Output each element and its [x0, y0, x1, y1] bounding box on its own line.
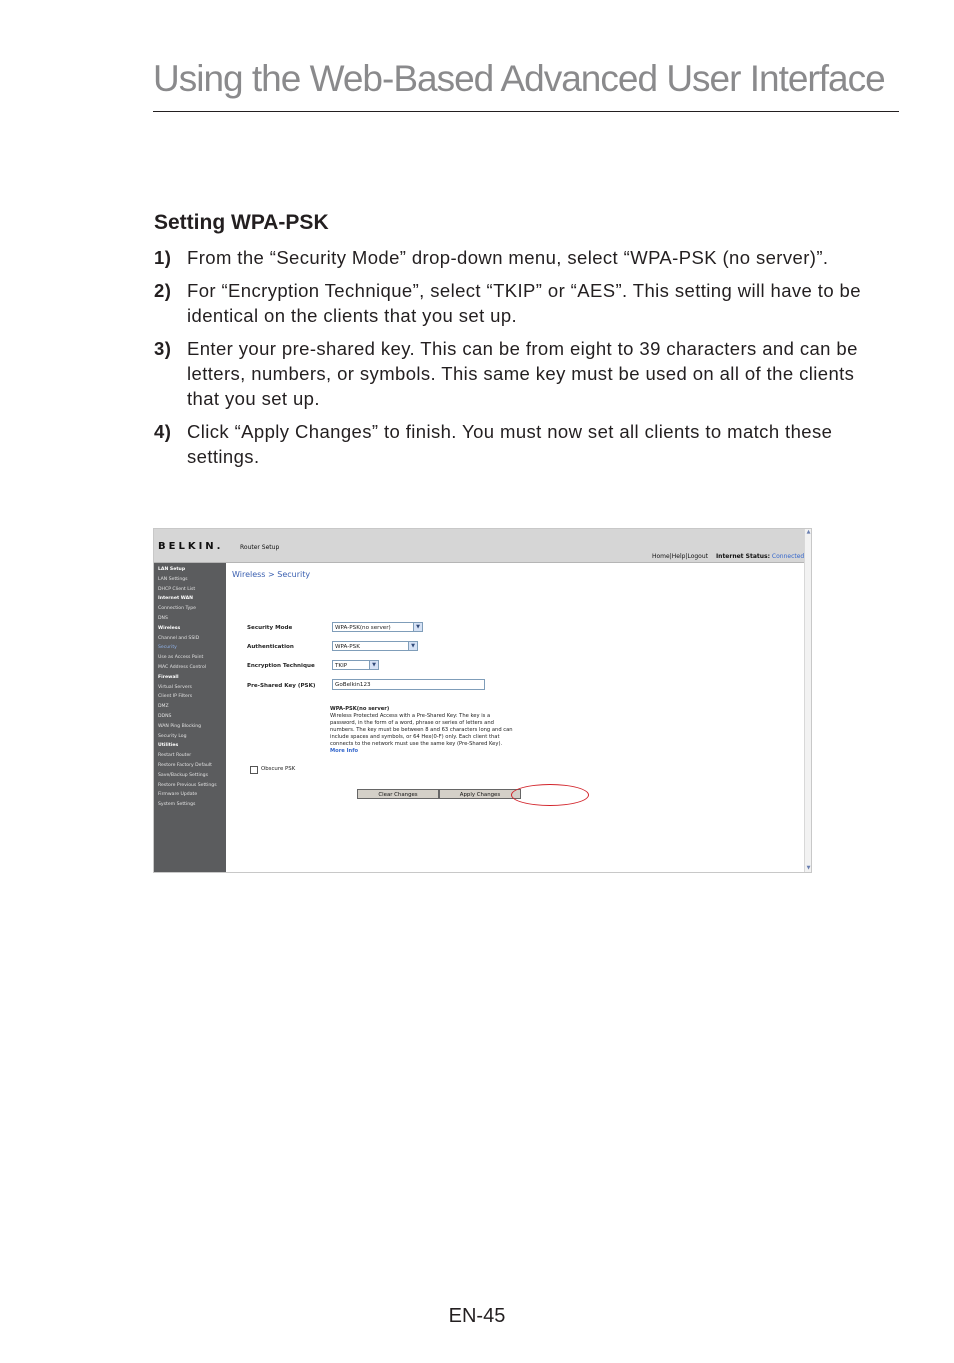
- sidebar-item-wireless: Wireless: [158, 625, 181, 631]
- step-text: Enter your pre-shared key. This can be from eight to 39 characters and can be letters, numbers, or symbols. This same key must be used on all of the clients that you set up.: [187, 338, 858, 409]
- sidebar-item-mac-address-control[interactable]: MAC Address Control: [158, 664, 207, 670]
- home-link[interactable]: Home: [652, 553, 670, 560]
- step-number: 1): [154, 247, 172, 268]
- step-text: From the “Security Mode” drop-down menu, select “WPA-PSK (no server)”.: [187, 247, 829, 268]
- sidebar-nav: [154, 563, 226, 873]
- chevron-down-icon: ▼: [413, 623, 422, 631]
- step-number: 3): [154, 338, 172, 359]
- link-separator: |: [685, 553, 688, 560]
- encryption-technique-label: Encryption Technique: [247, 663, 315, 669]
- obscure-psk-label: Obscure PSK: [261, 766, 296, 772]
- wpa-psk-info: [330, 706, 550, 755]
- title-rule: [153, 111, 899, 112]
- sidebar-item-channel-ssid[interactable]: Channel and SSID: [158, 635, 200, 641]
- apply-changes-button[interactable]: Apply Changes: [439, 789, 521, 799]
- logout-link[interactable]: Logout: [687, 553, 709, 560]
- sidebar-item-dns[interactable]: DNS: [158, 615, 168, 621]
- security-mode-select[interactable]: [332, 622, 423, 632]
- sidebar-item-internet-wan: Internet WAN: [158, 596, 193, 602]
- sidebar-item-utilities: Utilities: [158, 743, 179, 749]
- info-line: connects to the network must use the same key (Pre-Shared Key).: [330, 741, 503, 747]
- authentication-value: WPA-PSK: [335, 644, 360, 650]
- info-line: Wireless Protected Access with a Pre-Shared Key: The key is a: [330, 713, 491, 719]
- step-4: [154, 419, 874, 469]
- sidebar-item-virtual-servers[interactable]: Virtual Servers: [158, 684, 192, 690]
- sidebar-item-connection-type[interactable]: Connection Type: [158, 606, 197, 612]
- sidebar-item-dhcp-client-list[interactable]: DHCP Client List: [158, 586, 196, 592]
- encryption-technique-value: TKIP: [335, 663, 348, 669]
- vertical-scrollbar[interactable]: [804, 529, 812, 872]
- page-number: EN-45: [448, 1305, 506, 1327]
- router-content: [226, 563, 804, 873]
- step-3: [154, 336, 874, 411]
- step-text: For “Encryption Technique”, select “TKIP” or “AES”. This setting will have to be identical on the clients that you set up.: [187, 280, 861, 326]
- sidebar-item-client-ip-filters[interactable]: Client IP Filters: [158, 694, 193, 700]
- psk-input[interactable]: GoBelkin123: [332, 679, 485, 690]
- info-line: password, in the form of a word, phrase or series of letters and: [330, 720, 494, 726]
- info-line: numbers. The key must be between 8 and 63 characters long and can: [330, 727, 513, 733]
- step-number: 4): [154, 421, 172, 442]
- sidebar-item-restore-previous-settings[interactable]: Restore Previous Settings: [158, 782, 217, 788]
- link-separator: |: [669, 553, 672, 560]
- authentication-select[interactable]: [332, 641, 418, 651]
- info-title: WPA-PSK(no server): [330, 706, 390, 712]
- sidebar-item-restart-router[interactable]: Restart Router: [158, 753, 192, 759]
- sidebar-item-firmware-update[interactable]: Firmware Update: [158, 792, 198, 798]
- sidebar-item-lan-setup: LAN Setup: [158, 567, 186, 572]
- sidebar-item-save-backup-settings[interactable]: Save/Backup Settings: [158, 772, 208, 778]
- sidebar-item-lan-settings[interactable]: LAN Settings: [158, 576, 188, 582]
- belkin-logo: BELKIN.: [158, 541, 224, 552]
- step-2: [154, 278, 874, 328]
- step-number: 2): [154, 280, 172, 301]
- internet-status-label: Internet Status:: [715, 553, 770, 560]
- internet-status-value: Connected: [771, 553, 805, 560]
- arrow-up-icon[interactable]: ▲: [806, 529, 811, 535]
- help-link[interactable]: Help: [671, 553, 686, 560]
- sidebar-item-restore-factory-default[interactable]: Restore Factory Default: [158, 762, 212, 768]
- sidebar-item-wan-ping-blocking[interactable]: WAN Ping Blocking: [158, 723, 202, 729]
- security-mode-value: WPA-PSK(no server): [335, 625, 391, 631]
- psk-label: Pre-Shared Key (PSK): [247, 683, 316, 689]
- router-setup-title: Router Setup: [240, 544, 280, 551]
- step-1: [154, 245, 874, 270]
- sidebar-item-system-settings[interactable]: System Settings: [158, 802, 196, 808]
- instruction-steps: [154, 245, 874, 477]
- step-text: Click “Apply Changes” to finish. You must now set all clients to match these settings.: [187, 421, 833, 467]
- clear-changes-button[interactable]: Clear Changes: [357, 789, 439, 799]
- sidebar-item-ddns[interactable]: DDNS: [158, 713, 172, 719]
- apply-highlight-oval: [511, 784, 589, 806]
- chevron-down-icon: ▼: [408, 642, 417, 650]
- section-heading: Setting WPA-PSK: [154, 211, 329, 234]
- more-info-link[interactable]: More Info: [330, 748, 359, 754]
- sidebar-item-access-point[interactable]: Use as Access Point: [158, 655, 204, 661]
- header-links: [652, 553, 804, 560]
- authentication-label: Authentication: [247, 644, 294, 650]
- router-screenshot: [153, 528, 812, 873]
- breadcrumb: Wireless > Security: [232, 570, 311, 579]
- security-mode-label: Security Mode: [247, 625, 293, 631]
- sidebar-item-security[interactable]: Security: [158, 645, 177, 651]
- arrow-down-icon[interactable]: ▼: [806, 865, 811, 871]
- sidebar-item-firewall: Firewall: [158, 674, 179, 680]
- encryption-technique-select[interactable]: [332, 660, 379, 670]
- router-header: [154, 529, 811, 563]
- chevron-down-icon: ▼: [369, 661, 378, 669]
- info-line: include spaces and symbols, or 64 Hex(0-F) only. Each client that: [330, 734, 500, 740]
- sidebar-item-dmz[interactable]: DMZ: [158, 704, 169, 710]
- obscure-psk-checkbox[interactable]: [250, 766, 258, 774]
- sidebar-item-security-log[interactable]: Security Log: [158, 733, 187, 739]
- page-title: Using the Web-Based Advanced User Interface: [153, 58, 885, 99]
